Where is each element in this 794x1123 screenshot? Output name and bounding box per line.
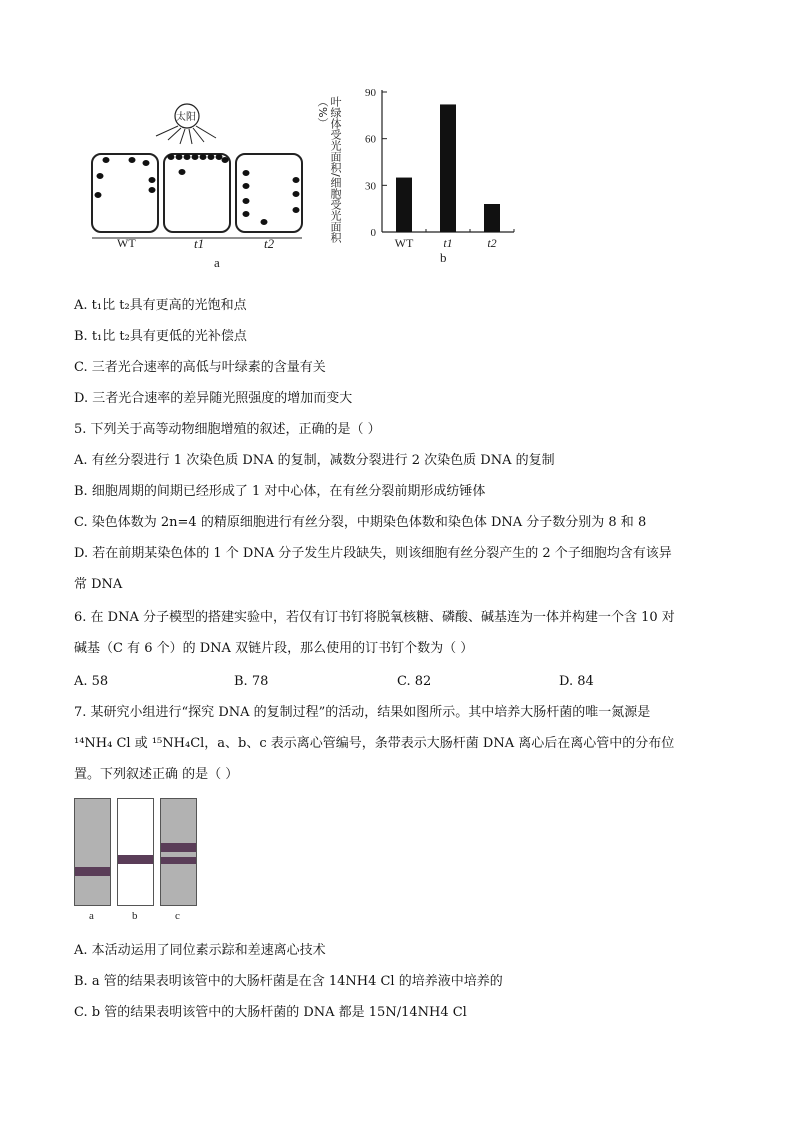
tube-label-a: a: [89, 910, 94, 922]
bar-wt: [396, 178, 412, 232]
cell-label-t1: t1: [194, 236, 205, 251]
q5-stem: 5. 下列关于高等动物细胞增殖的叙述，正确的是（ ）: [74, 422, 381, 437]
q6-option-a: A. 58: [74, 674, 109, 689]
q6-option-b: B. 78: [234, 674, 269, 689]
bar-t1: [440, 104, 456, 232]
figure-b: [310, 82, 520, 270]
tube-c-band-1: [161, 843, 196, 852]
tube-a: [74, 798, 111, 906]
figure-a-caption: a: [214, 255, 220, 270]
y-tick-label: 30: [365, 180, 376, 193]
tube-a-band: [75, 867, 110, 876]
cell-label-wt: WT: [117, 236, 136, 250]
tube-b: [117, 798, 154, 906]
q7-option-a: A. 本活动运用了同位素示踪和差速离心技术: [74, 943, 326, 958]
x-tick-label: t2: [487, 236, 497, 250]
tube-label-b: b: [132, 910, 138, 922]
q7-option-b: B. a 管的结果表明该管中的大肠杆菌是在含 14NH4 Cl 的培养液中培养的: [74, 974, 503, 989]
tube-b-band: [118, 855, 153, 864]
q6-option-c: C. 82: [397, 674, 432, 689]
bar-chart: [310, 82, 520, 270]
q4-option-a: A. t₁比 t₂具有更高的光饱和点: [74, 298, 247, 313]
y-tick-label: 90: [365, 87, 376, 99]
q4-option-b: B. t₁比 t₂具有更低的光补偿点: [74, 329, 247, 344]
q5-option-d-line1: D. 若在前期某染色体的 1 个 DNA 分子发生片段缺失，则该细胞有丝分裂产生的 2 个子细胞均含有该异: [74, 546, 672, 561]
q5-option-b: B. 细胞周期的间期已经形成了 1 对中心体，在有丝分裂前期形成纺锤体: [74, 484, 486, 499]
cell-wt: [92, 154, 158, 232]
y-tick-label: 60: [365, 133, 376, 146]
q4-option-c: C. 三者光合速率的高低与叶绿素的含量有关: [74, 360, 326, 375]
q7-stem-line1: 7. 某研究小组进行“探究 DNA 的复制过程”的活动，结果如图所示。其中培养大肠杆菌的唯一氮源是: [74, 705, 651, 720]
q6-stem-line1: 6. 在 DNA 分子模型的搭建实验中，若仅有订书钉将脱氧核糖、磷酸、碱基连为一体并构建一个含 10 对: [74, 610, 675, 625]
q7-stem-line2: ¹⁴NH₄ Cl 或 ¹⁵NH₄Cl，a、b、c 表示离心管编号，条带表示大肠杆菌 DNA 离心后在离心管中的分布位: [74, 736, 675, 751]
x-tick-label: t1: [443, 236, 453, 250]
tube-c: [160, 798, 197, 906]
x-tick-label: WT: [394, 236, 414, 250]
sun-rays: [156, 126, 216, 144]
q5-option-d-line2: 常 DNA: [74, 577, 123, 592]
q5-option-a: A. 有丝分裂进行 1 次染色质 DNA 的复制，减数分裂进行 2 次染色质 DNA 的复制: [74, 453, 555, 468]
figure-a: [88, 100, 310, 270]
tubes-figure: [74, 798, 198, 926]
tube-label-c: c: [175, 910, 180, 922]
figure-b-caption: b: [440, 250, 447, 265]
bar-t2: [484, 204, 500, 232]
q6-option-d: D. 84: [559, 674, 594, 689]
sun-label: 太阳: [176, 112, 196, 123]
q6-stem-line2: 碱基（C 有 6 个）的 DNA 双链片段，那么使用的订书钉个数为（ ）: [74, 641, 474, 656]
q7-stem-line3: 置。下列叙述正确 的是（ ）: [74, 767, 239, 782]
tube-c-band-2: [161, 857, 196, 864]
cell-label-t2: t2: [264, 236, 275, 251]
q5-option-c: C. 染色体数为 2n=4 的精原细胞进行有丝分裂，中期染色体数和染色体 DNA 分子数分别为 8 和 8: [74, 515, 647, 530]
cell-t2: [236, 154, 302, 232]
q4-option-d: D. 三者光合速率的差异随光照强度的增加而变大: [74, 391, 353, 406]
cell-t1: [164, 154, 230, 232]
y-tick-label: 0: [370, 227, 376, 239]
q7-option-c: C. b 管的结果表明该管中的大肠杆菌的 DNA 都是 15N/14NH4 Cl: [74, 1005, 467, 1020]
chart-ylabel: 叶绿体受光面积/细胞受光面积（%）: [316, 96, 342, 243]
